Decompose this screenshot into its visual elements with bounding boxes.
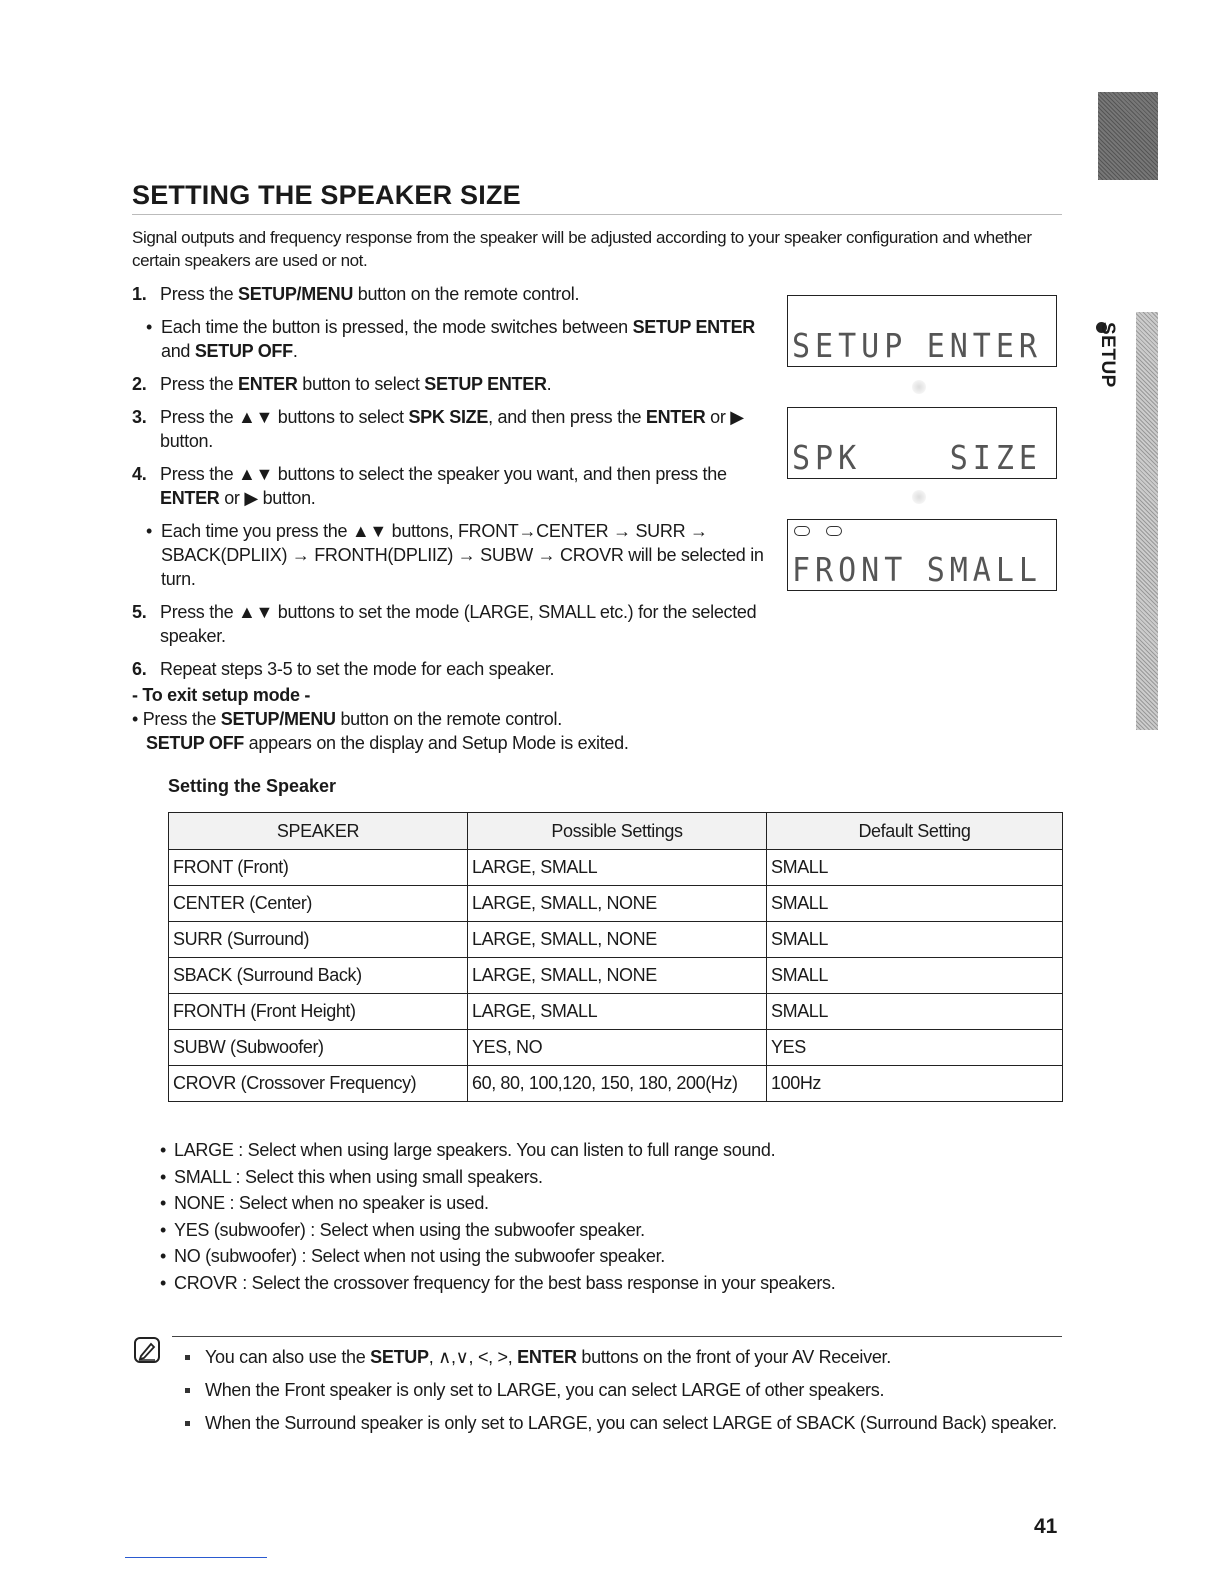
speaker-indicator-icon (826, 526, 842, 536)
table-row: CENTER (Center) LARGE, SMALL, NONE SMALL (169, 886, 1063, 922)
side-tab-label: SETUP (1097, 322, 1118, 388)
step-2: 2. Press the ENTER button to select SETUP ENTER. (132, 374, 552, 394)
option-notes (160, 1137, 1060, 1296)
table-row: SBACK (Surround Back) LARGE, SMALL, NONE SMALL (169, 958, 1063, 994)
page-number: 41 (1034, 1515, 1058, 1538)
step-4: 4. Press the ▲▼ buttons to select the speaker you want, and then press the ENTER or ▶ button. (132, 464, 727, 508)
arrow-down-icon (912, 490, 926, 504)
page-title: SETTING THE SPEAKER SIZE (132, 180, 521, 210)
list-item: • SMALL : Select this when using small speakers. (160, 1166, 543, 1187)
list-item: • NONE : Select when no speaker is used. (160, 1193, 489, 1213)
header-possible-settings: Possible Settings (468, 813, 767, 850)
exit-setup-section (132, 683, 832, 755)
step-1: 1. Press the SETUP/MENU button on the remote control. (132, 284, 580, 304)
footer-rule (125, 1557, 267, 1558)
step-1-note: • Each time the button is pressed, the mode switches between SETUP ENTER and SETUP OFF. (146, 317, 755, 361)
table-row: SURR (Surround) LARGE, SMALL, NONE SMALL (169, 922, 1063, 958)
list-item: • CROVR : Select the crossover frequency for the best bass response in your speakers. (160, 1272, 836, 1293)
chapter-tab-marker (1098, 92, 1158, 180)
header-speaker: SPEAKER (169, 813, 468, 850)
table-row: CROVR (Crossover Frequency) 60, 80, 100,120, 150, 180, 200(Hz) 100Hz (169, 1066, 1063, 1102)
title-rule (132, 214, 1062, 215)
table-row: FRONTH (Front Height) LARGE, SMALL SMALL (169, 994, 1063, 1030)
lcd-front-small: FRONT SMALL (787, 519, 1057, 591)
memo-rule (172, 1336, 1062, 1337)
arrow-down-icon (912, 380, 926, 394)
exit-heading: - To exit setup mode - (132, 685, 311, 705)
speaker-indicator-icon (794, 526, 810, 536)
header-default-setting: Default Setting (767, 813, 1063, 850)
speaker-settings-table (168, 812, 1063, 1102)
chapter-tab-strip (1136, 312, 1158, 730)
memo-notes (185, 1345, 1065, 1444)
memo-icon (133, 1336, 161, 1364)
table-header-row (169, 813, 1063, 850)
list-item: • NO (subwoofer) : Select when not using the subwoofer speaker. (160, 1246, 665, 1266)
step-4-note: • Each time you press the ▲▼ buttons, FRONT→CENTER → SURR → SBACK(DPLIIX) → FRONTH(DPLIIZ) → SUBW → CROVR will be selected in turn. (146, 521, 764, 589)
step-5: 5. Press the ▲▼ buttons to set the mode (LARGE, SMALL etc.) for the selected speaker. (132, 602, 757, 646)
list-item: • YES (subwoofer) : Select when using the subwoofer speaker. (160, 1219, 645, 1240)
intro-text: Signal outputs and frequency response from the speaker will be adjusted according to your speaker configuration and whether certain speakers are used or not. (132, 228, 1032, 270)
table-caption: Setting the Speaker (168, 776, 337, 796)
table-row: SUBW (Subwoofer) YES, NO YES (169, 1030, 1063, 1066)
table-row: FRONT (Front) LARGE, SMALL SMALL (169, 850, 1063, 886)
lcd-spk-size: SPK SIZE (787, 407, 1057, 479)
exit-line-2: SETUP OFF appears on the display and Setup Mode is exited. (146, 733, 629, 753)
list-item: • LARGE : Select when using large speakers. You can listen to full range sound. (160, 1140, 776, 1160)
steps-list (132, 282, 772, 690)
list-item: When the Surround speaker is only set to LARGE, you can select LARGE of SBACK (Surround Back) speaker. (185, 1411, 1065, 1435)
step-6: 6. Repeat steps 3-5 to set the mode for each speaker. (132, 659, 555, 679)
step-3: 3. Press the ▲▼ buttons to select SPK SIZE, and then press the ENTER or ▶ button. (132, 407, 744, 451)
list-item: When the Front speaker is only set to LARGE, you can select LARGE of other speakers. (185, 1378, 1065, 1402)
list-item: You can also use the SETUP, ∧,∨, <, >, ENTER buttons on the front of your AV Receiver. (185, 1345, 1065, 1369)
exit-line-1: • Press the SETUP/MENU button on the remote control. (132, 709, 562, 729)
lcd-setup-enter: SETUP ENTER (787, 295, 1057, 367)
